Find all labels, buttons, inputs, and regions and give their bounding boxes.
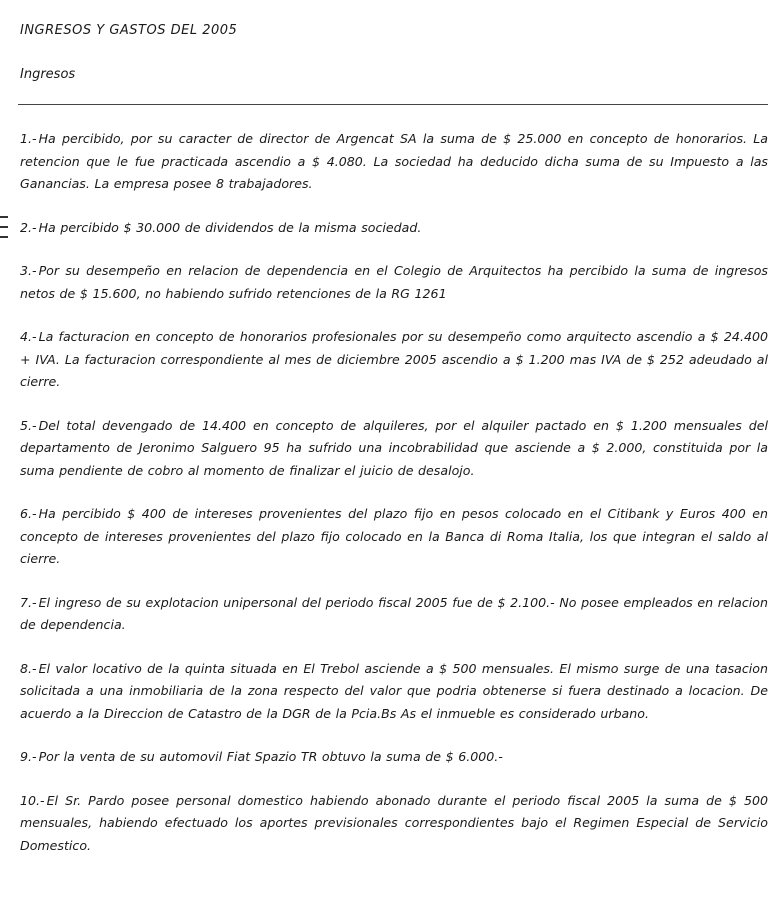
item-text: El ingreso de su explotacion unipersonal del periodo fiscal 2005 fue de $ 2.100.- No posee empleados en relacion de dependencia. (20, 594, 768, 632)
item-number: 6.- (20, 506, 37, 521)
item-text: La facturacion en concepto de honorarios profesionales por su desempeño como arquitecto ascendio a $ 24.400 + IVA. La facturacion correspondiente al mes de diciembre 2005 ascendio a $ 1.200 mas IVA de $ 252 adeudado al cierre. (20, 329, 768, 389)
item-number: 7.- (20, 594, 37, 610)
item-number: 8.- (20, 660, 37, 676)
list-item (20, 592, 768, 637)
item-text: Por su desempeño en relacion de dependencia en el Colegio de Arquitectos ha percibido la suma de ingresos netos de $ 15.600, no habiendo sufrido retenciones de la RG 1261 (20, 263, 768, 301)
item-text: Ha percibido, por su caracter de director de Argencat SA la suma de $ 25.000 en concepto de honorarios. La retencion que le fue practicada ascendio a $ 4.080. La sociedad ha deducido dicha suma de su Impuesto a las Ganancias. La empresa posee 8 trabajadores. (20, 131, 768, 191)
item-number: 9.- (20, 749, 37, 764)
item-text: El Sr. Pardo posee personal domestico habiendo abonado durante el periodo fiscal 2005 la suma de $ 500 mensuales, habiendo efectuado los aportes previsionales correspondientes bajo el Regimen Especial de Servicio Domestico. (20, 792, 768, 853)
item-text: Ha percibido $ 30.000 de dividendos de la misma sociedad. (38, 219, 422, 235)
list-item (20, 260, 768, 305)
list-item (20, 128, 768, 196)
section-divider (18, 104, 768, 105)
item-text: Del total devengado de 14.400 en concepto de alquileres, por el alquiler pactado en $ 1.200 mensuales del departamento de Jeronimo Salguero 95 ha sufrido una incobrabilidad que asciende a $ 2.000, constituida por la suma pendiente de cobro al momento de finalizar el juicio de desalojo. (20, 417, 768, 478)
list-item (20, 746, 768, 769)
item-text: Por la venta de su automovil Fiat Spazio TR obtuvo la suma de $ 6.000.- (38, 749, 503, 764)
item-text: Ha percibido $ 400 de intereses provenientes del plazo fijo en pesos colocado en el Citibank y Euros 400 en concepto de intereses provenientes del plazo fijo colocado en la Banca di Roma Italia, los que integran el saldo al cierre. (20, 506, 768, 566)
list-item (20, 326, 768, 394)
document-title: INGRESOS Y GASTOS DEL 2005 (20, 23, 238, 38)
item-number: 5.- (20, 417, 37, 433)
list-item (20, 415, 768, 483)
item-number: 4.- (20, 329, 37, 344)
list-item (20, 790, 768, 858)
list-item (20, 658, 768, 726)
item-text: El valor locativo de la quinta situada en El Trebol asciende a $ 500 mensuales. El mismo surge de una tasacion solicitada a una inmobiliaria de la zona respecto del valor que podria obtenerse si fuera destinado a locacion. De acuerdo a la Direccion de Catastro de la DGR de la Pcia.Bs As el inmueble es considerado urbano. (20, 660, 768, 721)
items-list (20, 128, 768, 878)
item-number: 10.- (20, 792, 45, 808)
section-title: Ingresos (20, 67, 76, 82)
item-number: 2.- (20, 219, 37, 235)
margin-mark (0, 216, 8, 244)
list-item (20, 503, 768, 571)
item-number: 3.- (20, 263, 37, 278)
list-item (20, 217, 768, 240)
item-number: 1.- (20, 131, 37, 146)
